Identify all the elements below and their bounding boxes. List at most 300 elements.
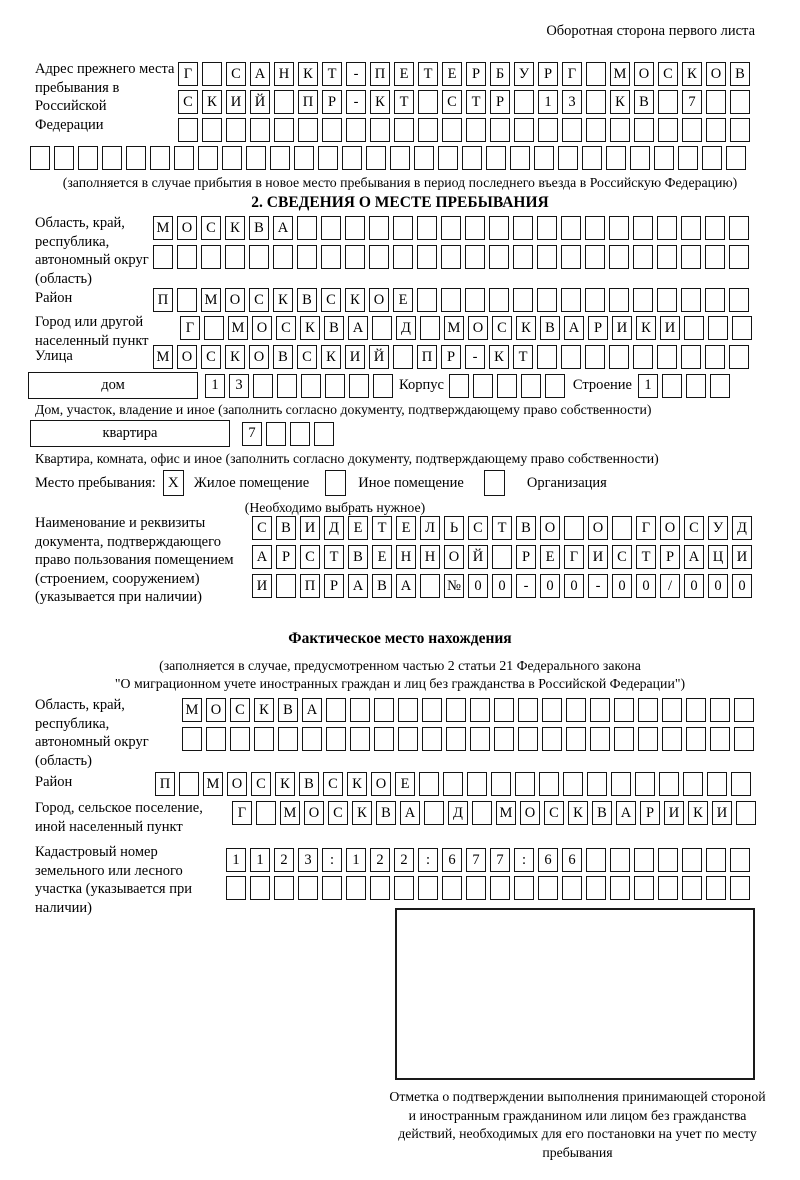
char-cell[interactable] [683,772,703,796]
char-cell[interactable]: К [321,345,341,369]
checkbox-residential-premises[interactable]: X [163,470,184,496]
char-cell[interactable]: О [177,345,197,369]
char-cell[interactable] [705,216,725,240]
char-cell[interactable] [710,698,730,722]
char-cell[interactable] [734,727,754,751]
char-cell[interactable]: М [182,698,202,722]
char-cell[interactable]: Т [372,516,392,540]
char-cell[interactable] [729,288,749,312]
char-cell[interactable] [350,727,370,751]
char-cell[interactable] [494,727,514,751]
char-cell[interactable] [633,345,653,369]
char-cell[interactable] [366,146,386,170]
char-cell[interactable] [249,245,269,269]
char-cell[interactable] [590,727,610,751]
char-cell[interactable] [634,118,654,142]
char-cell[interactable]: 1 [538,90,558,114]
char-cell[interactable]: К [254,698,274,722]
char-cell[interactable] [586,848,606,872]
char-cell[interactable] [489,216,509,240]
char-cell[interactable]: А [252,545,272,569]
char-cell[interactable]: С [658,62,678,86]
char-cell[interactable] [518,698,538,722]
char-cell[interactable] [393,345,413,369]
char-cell[interactable]: К [225,345,245,369]
char-cell[interactable] [634,876,654,900]
char-cell[interactable] [230,727,250,751]
char-cell[interactable] [494,698,514,722]
char-cell[interactable]: Н [420,545,440,569]
char-cell[interactable] [542,727,562,751]
char-cell[interactable]: М [203,772,223,796]
char-cell[interactable]: Т [324,545,344,569]
char-cell[interactable]: В [540,316,560,340]
char-cell[interactable] [346,876,366,900]
char-cell[interactable] [561,216,581,240]
char-cell[interactable] [537,288,557,312]
char-cell[interactable]: Т [418,62,438,86]
char-cell[interactable] [274,118,294,142]
char-cell[interactable] [418,90,438,114]
char-cell[interactable]: К [273,288,293,312]
char-cell[interactable] [561,345,581,369]
char-cell[interactable]: Г [180,316,200,340]
char-cell[interactable] [585,216,605,240]
char-cell[interactable] [638,698,658,722]
char-cell[interactable] [609,288,629,312]
char-cell[interactable]: О [369,288,389,312]
char-cell[interactable] [705,288,725,312]
char-cell[interactable] [442,876,462,900]
char-cell[interactable]: 2 [370,848,390,872]
char-cell[interactable] [398,727,418,751]
apartment-type-box[interactable]: квартира [30,420,230,447]
char-cell[interactable]: Т [466,90,486,114]
char-cell[interactable]: В [297,288,317,312]
char-cell[interactable]: Р [516,545,536,569]
char-cell[interactable] [206,727,226,751]
char-cell[interactable] [726,146,746,170]
char-cell[interactable] [513,216,533,240]
char-cell[interactable]: 0 [492,574,512,598]
char-cell[interactable] [542,698,562,722]
char-cell[interactable] [635,772,655,796]
char-cell[interactable] [734,698,754,722]
char-cell[interactable]: Е [540,545,560,569]
char-cell[interactable] [657,345,677,369]
char-cell[interactable]: В [324,316,344,340]
char-cell[interactable]: В [348,545,368,569]
char-cell[interactable] [486,146,506,170]
char-cell[interactable] [609,245,629,269]
char-cell[interactable] [708,316,728,340]
char-cell[interactable] [417,216,437,240]
char-cell[interactable]: В [592,801,612,825]
char-cell[interactable] [658,848,678,872]
char-cell[interactable] [370,876,390,900]
char-cell[interactable] [706,118,726,142]
char-cell[interactable] [418,876,438,900]
char-cell[interactable]: А [616,801,636,825]
char-cell[interactable] [682,876,702,900]
char-cell[interactable] [177,245,197,269]
char-cell[interactable] [586,876,606,900]
char-cell[interactable]: А [348,574,368,598]
char-cell[interactable]: 3 [562,90,582,114]
char-cell[interactable] [730,848,750,872]
char-cell[interactable]: 2 [274,848,294,872]
char-cell[interactable] [606,146,626,170]
char-cell[interactable]: И [732,545,752,569]
char-cell[interactable] [325,374,345,398]
char-cell[interactable]: 1 [205,374,225,398]
char-cell[interactable] [126,146,146,170]
char-cell[interactable]: О [177,216,197,240]
char-cell[interactable]: 7 [682,90,702,114]
char-cell[interactable]: К [202,90,222,114]
char-cell[interactable]: 7 [466,848,486,872]
char-cell[interactable] [373,374,393,398]
char-cell[interactable]: 6 [538,848,558,872]
char-cell[interactable] [298,876,318,900]
char-cell[interactable] [610,848,630,872]
char-cell[interactable] [566,698,586,722]
char-cell[interactable] [686,727,706,751]
char-cell[interactable] [314,422,334,446]
char-cell[interactable]: С [300,545,320,569]
char-cell[interactable] [417,288,437,312]
char-cell[interactable]: О [206,698,226,722]
char-cell[interactable]: 7 [490,848,510,872]
char-cell[interactable]: У [514,62,534,86]
char-cell[interactable]: К [636,316,656,340]
char-cell[interactable] [441,216,461,240]
char-cell[interactable] [657,245,677,269]
char-cell[interactable] [729,345,749,369]
char-cell[interactable]: О [225,288,245,312]
char-cell[interactable] [633,245,653,269]
char-cell[interactable] [705,245,725,269]
char-cell[interactable]: С [276,316,296,340]
char-cell[interactable]: У [708,516,728,540]
char-cell[interactable]: О [540,516,560,540]
char-cell[interactable] [278,727,298,751]
char-cell[interactable]: С [251,772,271,796]
char-cell[interactable]: Г [636,516,656,540]
char-cell[interactable] [566,727,586,751]
char-cell[interactable]: М [153,345,173,369]
char-cell[interactable] [201,245,221,269]
char-cell[interactable]: Т [492,516,512,540]
char-cell[interactable] [586,62,606,86]
char-cell[interactable]: С [492,316,512,340]
char-cell[interactable]: 2 [394,848,414,872]
char-cell[interactable] [246,146,266,170]
char-cell[interactable] [202,62,222,86]
char-cell[interactable]: Ц [708,545,728,569]
char-cell[interactable] [729,245,749,269]
char-cell[interactable]: К [682,62,702,86]
char-cell[interactable] [657,216,677,240]
char-cell[interactable] [297,245,317,269]
char-cell[interactable]: А [400,801,420,825]
char-cell[interactable]: Г [232,801,252,825]
char-cell[interactable]: П [155,772,175,796]
char-cell[interactable] [441,288,461,312]
char-cell[interactable] [420,316,440,340]
char-cell[interactable] [182,727,202,751]
char-cell[interactable] [276,574,296,598]
char-cell[interactable] [490,118,510,142]
char-cell[interactable]: О [588,516,608,540]
char-cell[interactable]: С [328,801,348,825]
char-cell[interactable] [514,90,534,114]
char-cell[interactable] [465,245,485,269]
char-cell[interactable]: С [323,772,343,796]
char-cell[interactable]: О [660,516,680,540]
char-cell[interactable]: Г [178,62,198,86]
char-cell[interactable]: 0 [636,574,656,598]
char-cell[interactable]: С [201,216,221,240]
char-cell[interactable]: - [346,90,366,114]
char-cell[interactable]: П [300,574,320,598]
char-cell[interactable] [326,727,346,751]
char-cell[interactable] [587,772,607,796]
char-cell[interactable]: К [298,62,318,86]
char-cell[interactable]: : [418,848,438,872]
char-cell[interactable] [515,772,535,796]
char-cell[interactable]: С [226,62,246,86]
char-cell[interactable] [372,316,392,340]
char-cell[interactable] [277,374,297,398]
char-cell[interactable] [418,118,438,142]
char-cell[interactable] [638,727,658,751]
char-cell[interactable]: 0 [540,574,560,598]
char-cell[interactable]: А [396,574,416,598]
char-cell[interactable] [374,698,394,722]
char-cell[interactable] [585,345,605,369]
char-cell[interactable] [710,374,730,398]
char-cell[interactable]: М [444,316,464,340]
char-cell[interactable] [302,727,322,751]
char-cell[interactable] [422,698,442,722]
char-cell[interactable]: : [514,848,534,872]
char-cell[interactable] [658,118,678,142]
char-cell[interactable]: М [610,62,630,86]
char-cell[interactable]: 1 [638,374,658,398]
char-cell[interactable]: Т [394,90,414,114]
char-cell[interactable] [393,245,413,269]
char-cell[interactable]: Д [732,516,752,540]
char-cell[interactable] [610,876,630,900]
char-cell[interactable] [298,118,318,142]
char-cell[interactable]: Б [490,62,510,86]
char-cell[interactable] [153,245,173,269]
char-cell[interactable] [470,727,490,751]
char-cell[interactable]: А [348,316,368,340]
char-cell[interactable] [465,288,485,312]
char-cell[interactable] [611,772,631,796]
char-cell[interactable]: Н [396,545,416,569]
char-cell[interactable] [198,146,218,170]
char-cell[interactable]: 0 [684,574,704,598]
char-cell[interactable]: К [370,90,390,114]
char-cell[interactable] [342,146,362,170]
char-cell[interactable]: П [370,62,390,86]
char-cell[interactable]: Р [324,574,344,598]
char-cell[interactable]: № [444,574,464,598]
char-cell[interactable] [470,698,490,722]
char-cell[interactable] [414,146,434,170]
char-cell[interactable] [702,146,722,170]
char-cell[interactable]: П [153,288,173,312]
char-cell[interactable]: С [201,345,221,369]
char-cell[interactable] [419,772,439,796]
char-cell[interactable]: М [280,801,300,825]
char-cell[interactable]: И [588,545,608,569]
char-cell[interactable] [266,422,286,446]
char-cell[interactable] [558,146,578,170]
char-cell[interactable] [290,422,310,446]
char-cell[interactable] [254,727,274,751]
char-cell[interactable]: В [516,516,536,540]
char-cell[interactable] [321,216,341,240]
char-cell[interactable]: Р [538,62,558,86]
char-cell[interactable] [585,288,605,312]
char-cell[interactable] [562,876,582,900]
char-cell[interactable] [250,876,270,900]
char-cell[interactable] [443,772,463,796]
char-cell[interactable]: Р [466,62,486,86]
char-cell[interactable] [630,146,650,170]
char-cell[interactable]: Д [448,801,468,825]
char-cell[interactable] [177,288,197,312]
char-cell[interactable] [609,345,629,369]
char-cell[interactable] [424,801,444,825]
char-cell[interactable] [521,374,541,398]
char-cell[interactable] [586,90,606,114]
char-cell[interactable]: 1 [226,848,246,872]
char-cell[interactable]: С [297,345,317,369]
char-cell[interactable] [537,216,557,240]
char-cell[interactable] [442,118,462,142]
char-cell[interactable]: О [444,545,464,569]
char-cell[interactable] [705,345,725,369]
char-cell[interactable]: И [712,801,732,825]
char-cell[interactable] [662,727,682,751]
char-cell[interactable] [682,118,702,142]
char-cell[interactable] [369,216,389,240]
char-cell[interactable] [564,516,584,540]
char-cell[interactable] [465,216,485,240]
char-cell[interactable]: К [352,801,372,825]
char-cell[interactable]: / [660,574,680,598]
char-cell[interactable] [731,772,751,796]
char-cell[interactable]: Т [322,62,342,86]
char-cell[interactable] [513,288,533,312]
char-cell[interactable]: С [612,545,632,569]
char-cell[interactable]: С [321,288,341,312]
char-cell[interactable] [612,516,632,540]
char-cell[interactable] [345,216,365,240]
char-cell[interactable] [318,146,338,170]
char-cell[interactable] [682,848,702,872]
char-cell[interactable]: 0 [612,574,632,598]
char-cell[interactable]: М [153,216,173,240]
char-cell[interactable]: - [465,345,485,369]
char-cell[interactable] [590,698,610,722]
char-cell[interactable] [681,345,701,369]
char-cell[interactable] [394,876,414,900]
char-cell[interactable]: Е [396,516,416,540]
checkbox-other-premises[interactable] [325,470,346,496]
char-cell[interactable]: О [252,316,272,340]
char-cell[interactable] [250,118,270,142]
char-cell[interactable]: С [230,698,250,722]
char-cell[interactable]: В [372,574,392,598]
char-cell[interactable] [204,316,224,340]
char-cell[interactable] [102,146,122,170]
char-cell[interactable]: А [273,216,293,240]
char-cell[interactable] [633,288,653,312]
char-cell[interactable]: 0 [468,574,488,598]
char-cell[interactable] [537,345,557,369]
char-cell[interactable]: Е [442,62,462,86]
char-cell[interactable]: О [468,316,488,340]
char-cell[interactable] [274,90,294,114]
char-cell[interactable] [736,801,756,825]
char-cell[interactable] [534,146,554,170]
char-cell[interactable] [497,374,517,398]
char-cell[interactable]: В [299,772,319,796]
char-cell[interactable] [54,146,74,170]
char-cell[interactable] [449,374,469,398]
char-cell[interactable] [350,698,370,722]
char-cell[interactable]: П [298,90,318,114]
char-cell[interactable] [150,146,170,170]
char-cell[interactable]: - [516,574,536,598]
char-cell[interactable]: Р [660,545,680,569]
char-cell[interactable]: Л [420,516,440,540]
char-cell[interactable] [226,876,246,900]
char-cell[interactable] [422,727,442,751]
char-cell[interactable]: К [347,772,367,796]
char-cell[interactable]: 3 [298,848,318,872]
char-cell[interactable] [513,245,533,269]
char-cell[interactable]: О [706,62,726,86]
char-cell[interactable] [467,772,487,796]
char-cell[interactable]: В [249,216,269,240]
char-cell[interactable] [322,118,342,142]
char-cell[interactable]: 0 [708,574,728,598]
char-cell[interactable]: Й [250,90,270,114]
char-cell[interactable] [654,146,674,170]
char-cell[interactable]: К [688,801,708,825]
char-cell[interactable]: В [276,516,296,540]
char-cell[interactable] [462,146,482,170]
char-cell[interactable]: Р [490,90,510,114]
char-cell[interactable] [538,876,558,900]
char-cell[interactable]: В [376,801,396,825]
char-cell[interactable] [662,374,682,398]
char-cell[interactable]: А [564,316,584,340]
char-cell[interactable]: - [346,62,366,86]
char-cell[interactable]: С [442,90,462,114]
char-cell[interactable]: С [249,288,269,312]
char-cell[interactable] [633,216,653,240]
char-cell[interactable] [686,374,706,398]
char-cell[interactable] [441,245,461,269]
